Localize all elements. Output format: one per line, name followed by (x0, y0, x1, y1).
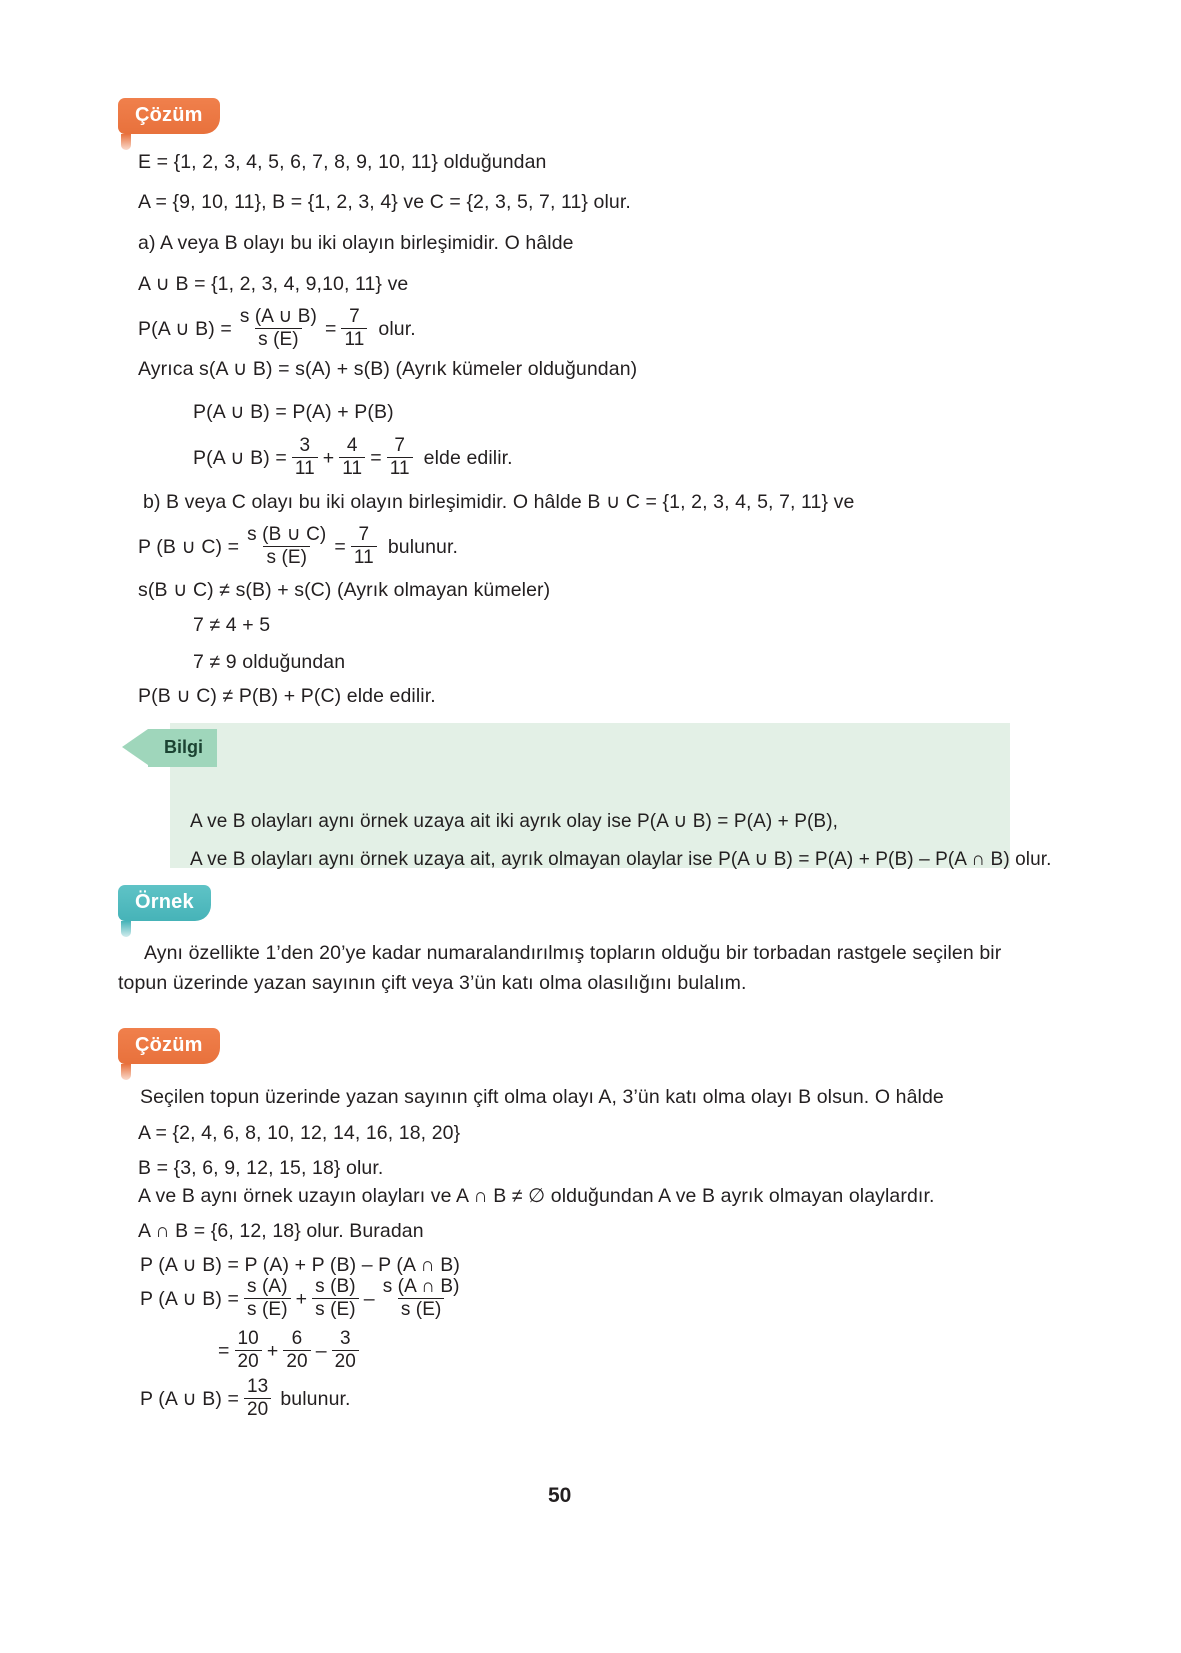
fraction-numerator: 6 (291, 1328, 303, 1349)
solution2-line: Seçilen topun üzerinde yazan sayının çift olma olayı A, 3’ün katı olma olayı B olsun. O hâlde (140, 1086, 944, 1108)
fraction-numerator: 10 (237, 1328, 259, 1349)
eq-lead: = (218, 1339, 230, 1362)
fraction-7-over-11 (341, 307, 367, 350)
solution-line: a) A veya B olayı bu iki olayın birleşimidir. O hâlde (138, 232, 574, 254)
solution2-line: A ∩ B = {6, 12, 18} olur. Buradan (138, 1220, 424, 1242)
equation-sum-fractions-ab (193, 437, 513, 480)
section-tab-label: Çözüm (118, 1028, 220, 1064)
fraction-3-over-20 (332, 1329, 359, 1372)
eq-lead: P (A ∪ B) = (140, 1388, 240, 1411)
eq-tail: olur. (378, 317, 416, 340)
solution-line: E = {1, 2, 3, 4, 5, 6, 7, 8, 9, 10, 11} olduğundan (138, 151, 547, 173)
fraction-s-buc-over-se (244, 525, 329, 568)
example-paragraph: Aynı özellikte 1’den 20’ye kadar numaralandırılmış topların olduğu bir torbadan rastgele seçilen bir topun üzerinde yazan sayının çift veya 3’ün katı olma olasılığını bulalım. (118, 942, 1002, 995)
fraction-numerator: s (B ∪ C) (247, 524, 327, 545)
fraction-denominator: 20 (244, 1398, 271, 1420)
fraction-numerator: 3 (339, 1328, 351, 1349)
info-box-line: A ve B olayları aynı örnek uzaya ait, ayrık olmayan olaylar ise P(A ∪ B) = P(A) + P(B) – P(A ∩ B) olur. (190, 849, 1052, 870)
fraction-denominator: s (E) (255, 328, 302, 350)
eq-lead: P (A ∪ B) = (140, 1288, 240, 1311)
eq-sign: = (370, 446, 382, 469)
fraction-denominator: 11 (341, 328, 367, 350)
fraction-13-over-20 (244, 1377, 271, 1420)
eq-tail: bulunur. (387, 535, 459, 558)
fraction-4-over-11 (339, 436, 365, 479)
fraction-denominator: s (E) (244, 1298, 291, 1320)
tab-tail (121, 921, 131, 937)
fraction-numerator: 7 (349, 306, 360, 327)
fraction-sab-over-se (380, 1277, 463, 1320)
section-tab-ornek (118, 885, 211, 921)
info-box-line: A ve B olayları aynı örnek uzaya ait iki ayrık olay ise P(A ∪ B) = P(A) + P(B), (190, 811, 838, 832)
equation-probability-union-ab (138, 308, 416, 351)
fraction-numerator: 7 (358, 524, 370, 545)
section-tab-cozum-2 (118, 1028, 220, 1064)
solution-line-ineq2: 7 ≠ 9 olduğundan (193, 651, 346, 673)
eq-tail: elde edilir. (423, 446, 513, 469)
fraction-denominator: 20 (235, 1350, 262, 1372)
solution-line-pab: P(A ∪ B) = P(A) + P(B) (193, 401, 394, 423)
fraction-numerator: s (A) (247, 1276, 288, 1297)
fraction-s-aub-over-se (237, 307, 320, 350)
fraction-numerator: s (A ∪ B) (239, 306, 317, 327)
solution2-line: A ve B aynı örnek uzayın olayları ve A ∩ B ≠ ∅ olduğundan A ve B ayrık olmayan olaylardır. (138, 1185, 935, 1207)
fraction-numerator: 7 (394, 435, 406, 456)
fraction-7-over-11 (351, 525, 377, 568)
eq-lead: P(A ∪ B) = (138, 318, 232, 341)
equation-probability-union-bc (138, 526, 458, 569)
solution-line: A = {9, 10, 11}, B = {1, 2, 3, 4} ve C = {2, 3, 5, 7, 11} olur. (138, 191, 631, 213)
fraction-7-over-11 (387, 436, 413, 479)
fraction-numerator: s (B) (315, 1276, 356, 1297)
fraction-6-over-20 (283, 1329, 310, 1372)
eq-sign: = (334, 535, 346, 558)
fraction-10-over-20 (235, 1329, 262, 1372)
fraction-denominator: 11 (339, 457, 365, 479)
eq-lead: P (B ∪ C) = (138, 536, 240, 559)
solution-line-final: P(B ∪ C) ≠ P(B) + P(C) elde edilir. (138, 685, 436, 707)
solution-line-sbc: s(B ∪ C) ≠ s(B) + s(C) (Ayrık olmayan kümeler) (138, 579, 551, 601)
eq-operator-minus: – (363, 1287, 375, 1310)
eq-operator-plus: + (266, 1339, 279, 1362)
fraction-denominator: 20 (283, 1350, 310, 1372)
page-number: 50 (548, 1484, 572, 1507)
info-box (170, 723, 1010, 868)
eq-tail: bulunur. (280, 1387, 351, 1410)
equation-inclusion-exclusion-fractions (140, 1278, 468, 1321)
fraction-denominator: 11 (292, 457, 318, 479)
fraction-sb-over-se (312, 1277, 359, 1320)
fraction-3-over-11 (292, 436, 318, 479)
fraction-denominator: 11 (351, 546, 377, 568)
eq-operator-minus: – (315, 1339, 327, 1362)
section-tab-label: Çözüm (118, 98, 220, 134)
fraction-denominator: s (E) (398, 1298, 445, 1320)
fraction-denominator: 11 (387, 457, 413, 479)
fraction-numerator: 13 (247, 1376, 269, 1397)
info-box-tab-label: Bilgi (148, 729, 217, 767)
solution2-line-inclusion-exclusion: P (A ∪ B) = P (A) + P (B) – P (A ∩ B) (140, 1254, 460, 1276)
tab-tail (121, 1064, 131, 1080)
eq-lead: P(A ∪ B) = (193, 447, 287, 470)
fraction-numerator: s (A ∩ B) (382, 1276, 460, 1297)
fraction-denominator: 20 (332, 1350, 359, 1372)
fraction-denominator: s (E) (263, 546, 310, 568)
section-tab-cozum-1 (118, 98, 220, 134)
solution-line-b: b) B veya C olayı bu iki olayın birleşimidir. O hâlde B ∪ C = {1, 2, 3, 4, 5, 7, 11} ve (143, 491, 855, 513)
eq-sign: = (324, 317, 337, 340)
solution-line: A ∪ B = {1, 2, 3, 4, 9,10, 11} ve (138, 273, 409, 295)
solution-line-ayrica: Ayrıca s(A ∪ B) = s(A) + s(B) (Ayrık kümeler olduğundan) (138, 358, 638, 380)
tab-tail (121, 134, 131, 150)
fraction-numerator: 4 (346, 435, 358, 456)
info-box-arrow (122, 729, 148, 765)
solution-line-ineq1: 7 ≠ 4 + 5 (193, 614, 271, 636)
eq-operator-plus: + (295, 1287, 308, 1310)
fraction-sa-over-se (244, 1277, 291, 1320)
fraction-denominator: s (E) (312, 1298, 359, 1320)
solution2-line: A = {2, 4, 6, 8, 10, 12, 14, 16, 18, 20} (138, 1122, 461, 1144)
equation-result (140, 1378, 351, 1421)
eq-operator-plus: + (322, 446, 335, 469)
section-tab-label: Örnek (118, 885, 211, 921)
equation-numeric-fractions (218, 1330, 364, 1373)
solution2-line: B = {3, 6, 9, 12, 15, 18} olur. (138, 1157, 384, 1179)
fraction-numerator: 3 (299, 435, 311, 456)
